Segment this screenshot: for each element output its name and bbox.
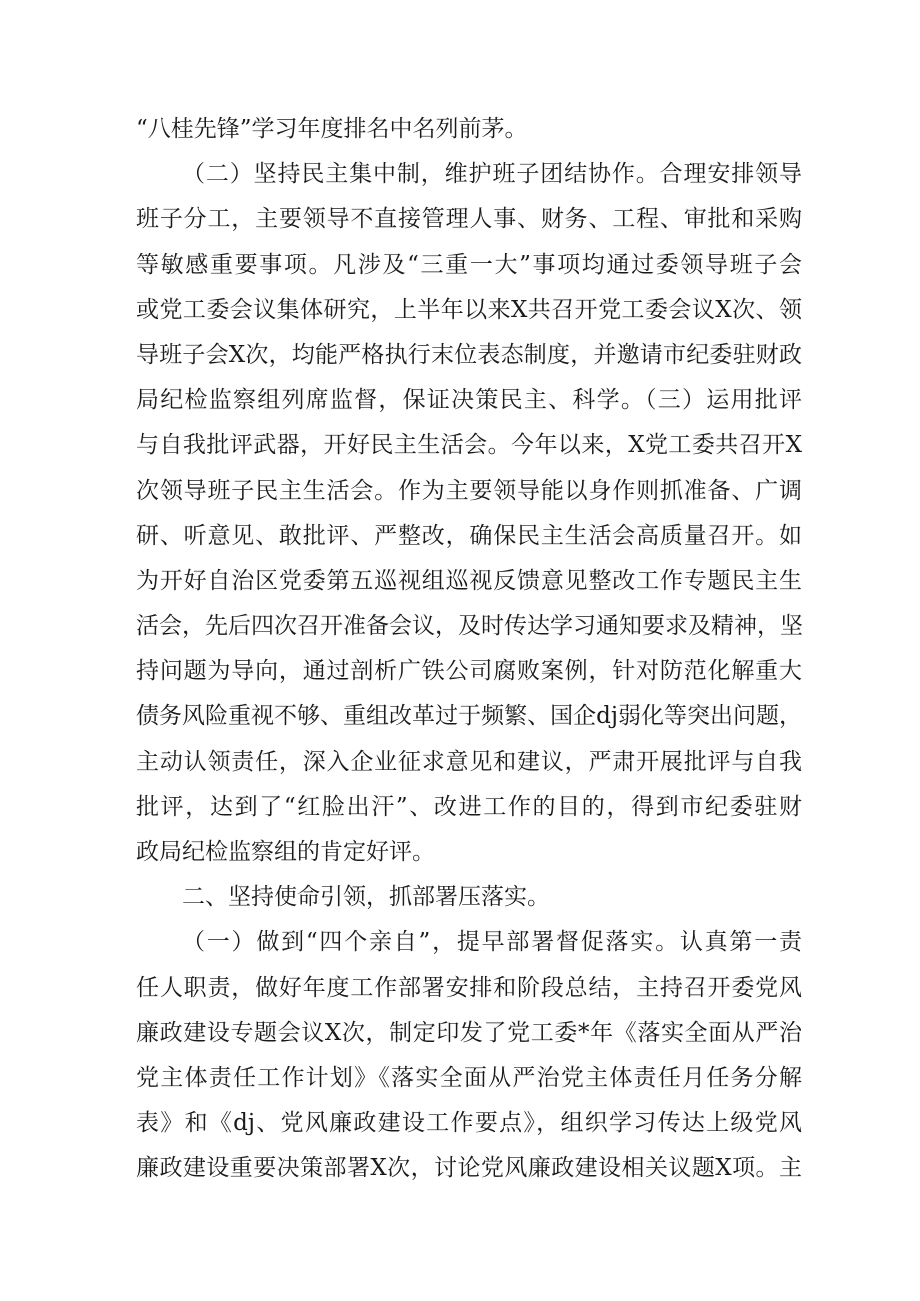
text-line: 导班子会X次，均能严格执行末位表态制度，并邀请市纪委驻财政 — [136, 341, 802, 368]
text-line: 主动认领责任，深入企业征求意见和建议，严肃开展批评与自我 — [136, 748, 802, 775]
text-line: 与自我批评武器，开好民主生活会。今年以来，X党工委共召开X — [136, 432, 802, 459]
text-line: 局纪检监察组列席监督，保证决策民主、科学。（三）运用批评 — [136, 387, 802, 414]
text-line: 廉政建设专题会议X次，制定印发了党工委*年《落实全面从严治 — [136, 1019, 802, 1046]
text-line: 廉政建设重要决策部署X次，讨论党风廉政建设相关议题X项。主 — [136, 1155, 802, 1182]
text-line: 班子分工，主要领导不直接管理人事、财务、工程、审批和采购 — [136, 206, 802, 233]
text-line: 债务风险重视不够、重组改革过于频繁、国企dj弱化等突出问题， — [136, 703, 802, 730]
document-body — [136, 107, 802, 1192]
text-line: （一）做到“四个亲自”，提早部署督促落实。认真第一责 — [182, 929, 802, 956]
text-line: 等敏感重要事项。凡涉及“三重一大”事项均通过委领导班子会 — [136, 251, 802, 278]
text-line: 党主体责任工作计划》《落实全面从严治党主体责任月任务分解 — [136, 1064, 802, 1091]
text-line: 持问题为导向，通过剖析广铁公司腐败案例，针对防范化解重大 — [136, 658, 802, 685]
text-line: （二）坚持民主集中制，维护班子团结协作。合理安排领导 — [182, 161, 802, 188]
text-line: 为开好自治区党委第五巡视组巡视反馈意见整改工作专题民主生 — [136, 567, 802, 594]
text-line: “八桂先锋”学习年度排名中名列前茅。 — [136, 116, 528, 142]
text-line: 批评，达到了“红脸出汗”、改进工作的目的，得到市纪委驻财 — [136, 793, 802, 820]
text-line: 或党工委会议集体研究，上半年以来X共召开党工委会议X次、领 — [136, 296, 802, 323]
text-line: 政局纪检监察组的肯定好评。 — [136, 839, 435, 865]
text-line: 任人职责，做好年度工作部署安排和阶段总结，主持召开委党风 — [136, 974, 802, 1001]
text-line: 研、听意见、敢批评、严整改，确保民主生活会高质量召开。如 — [136, 522, 802, 549]
text-line: 表》和《dj、党风廉政建设工作要点》，组织学习传达上级党风 — [136, 1110, 802, 1137]
text-line: 二、坚持使命引领，抓部署压落实。 — [182, 884, 550, 911]
text-line: 次领导班子民主生活会。作为主要领导能以身作则抓准备、广调 — [136, 477, 802, 504]
text-line: 活会，先后四次召开准备会议，及时传达学习通知要求及精神，坚 — [136, 613, 803, 640]
